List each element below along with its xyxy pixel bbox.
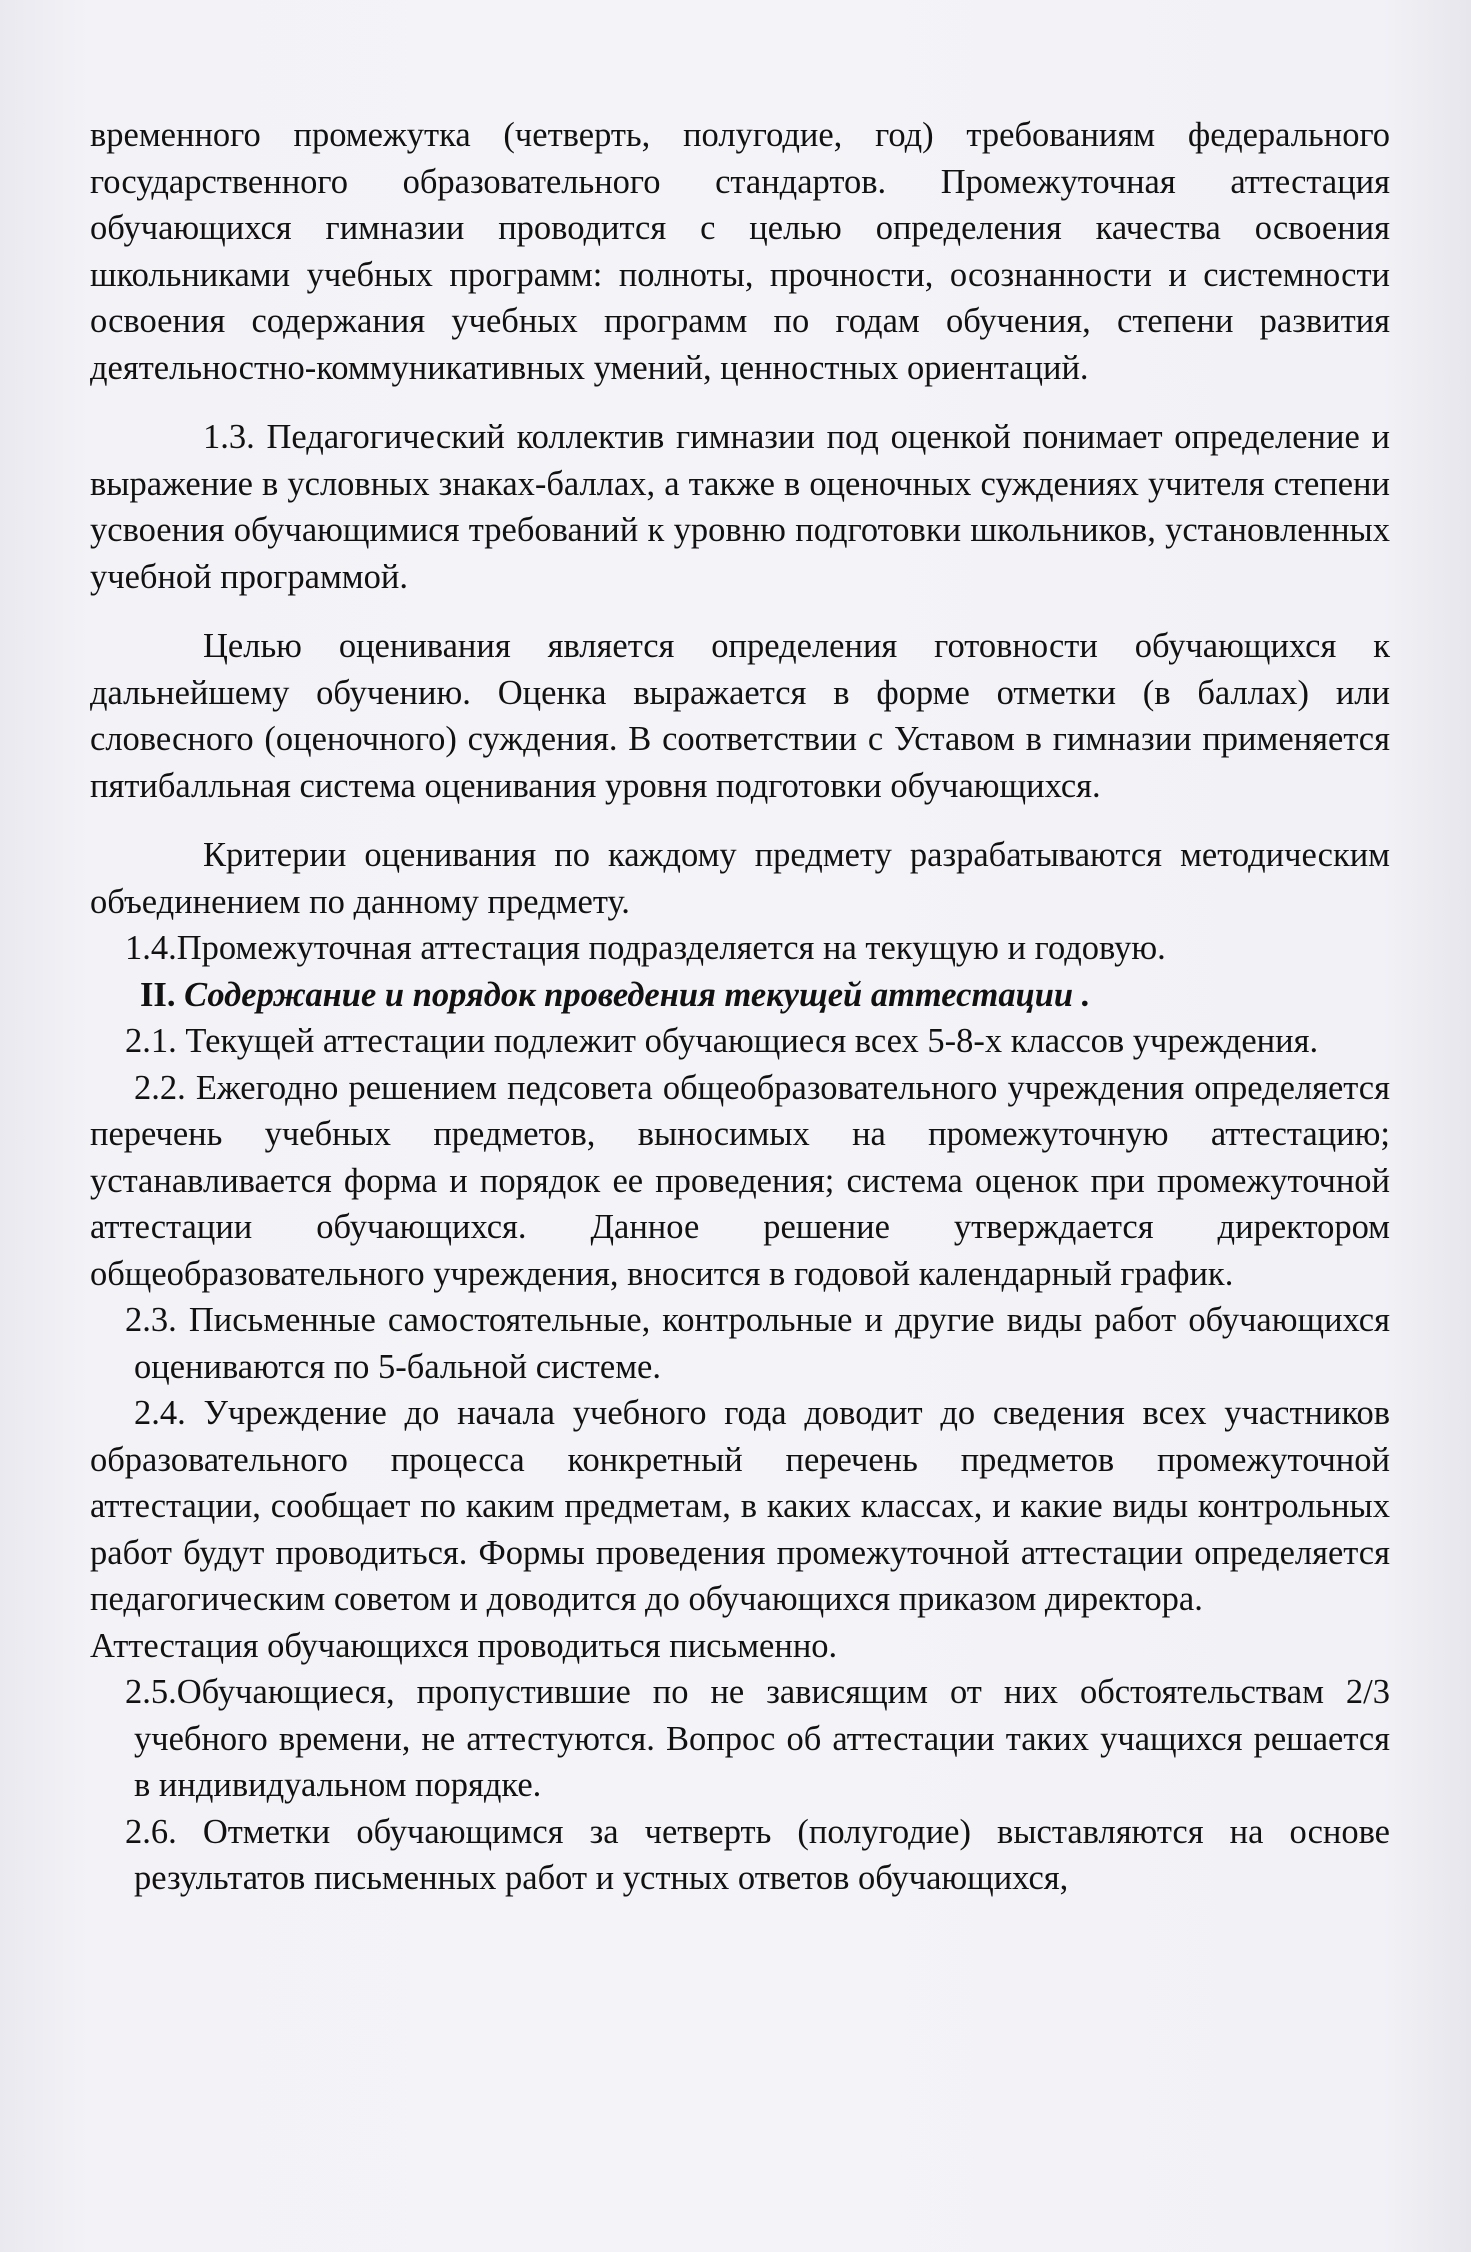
paragraph-criteria: Критерии оценивания по каждому предмету разрабатываются методическим объединением по данному предмету. — [90, 836, 1390, 921]
paragraph-goal: Целью оценивания является определения готовности обучающихся к дальнейшему обучению. Оценка выражается в форме отметки (в баллах) или словесного (оценочного) суждения. В соответствии с Уставом в гимназии применяется пятибалльная система оценивания уровня подготовки обучающихся. — [90, 627, 1390, 805]
paragraph-2-2: 2.2. Ежегодно решением педсовета общеобразовательного учреждения определяется перечень учебных предметов, выносимых на промежуточную аттестацию; устанавливается форма и порядок ее проведения; система оценок при промежуточной аттестации обучающихся. Данное решение утверждается директором общеобразовательного учреждения, вносится в годовой календарный график. — [90, 1068, 1390, 1293]
paragraph-written: Аттестация обучающихся проводиться письменно. — [90, 1626, 838, 1665]
section-number: II. — [140, 975, 176, 1014]
paragraph-1-3: 1.3. Педагогический коллектив гимназии под оценкой понимает определение и выражение в условных знаках-баллах, а также в оценочных суждениях учителя степени усвоения обучающимися требований к уровню подготовки школьников, установленных учебной программой. — [90, 418, 1390, 596]
section-heading — [90, 972, 1390, 1019]
paragraph-2-1: 2.1. Текущей аттестации подлежит обучающиеся всех 5-8-х классов учреждения. — [125, 1022, 1319, 1060]
paragraph-2-3: 2.3. Письменные самостоятельные, контрольные и другие виды работ обучающихся оцениваются по 5-бальной системе. — [125, 1301, 1390, 1386]
paragraph-1-4: 1.4.Промежуточная аттестация подразделяется на текущую и годовую. — [125, 929, 1166, 967]
paragraph-2-5: 2.5.Обучающиеся, пропустившие по не зависящим от них обстоятельствам 2/3 учебного времени, не аттестуются. Вопрос об аттестации таких учащихся решается в индивидуальном порядке. — [125, 1673, 1390, 1804]
paragraph-2-4: 2.4. Учреждение до начала учебного года доводит до сведения всех участников образовательного процесса конкретный перечень предметов промежуточной аттестации, сообщает по каким предметам, в каких классах, и какие виды контрольных работ будут проводиться. Формы проведения промежуточной аттестации определяется педагогическим советом и доводится до обучающихся приказом директора. — [90, 1394, 1390, 1618]
document-body — [90, 112, 1390, 1902]
paragraph-2-6: 2.6. Отметки обучающимся за четверть (полугодие) выставляются на основе результатов письменных работ и устных ответов обучающихся, — [125, 1812, 1390, 1897]
paragraph-intro: временного промежутка (четверть, полугодие, год) требованиям федерального государственного образовательного стандартов. Промежуточная аттестация обучающихся гимназии проводится с целью определения качества освоения школьниками учебных программ: полноты, прочности, осознанности и системности освоения содержания учебных программ по годам обучения, степени развития деятельностно-коммуникативных умений, ценностных ориентаций. — [90, 116, 1390, 387]
section-title: Содержание и порядок проведения текущей аттестации . — [184, 975, 1091, 1014]
